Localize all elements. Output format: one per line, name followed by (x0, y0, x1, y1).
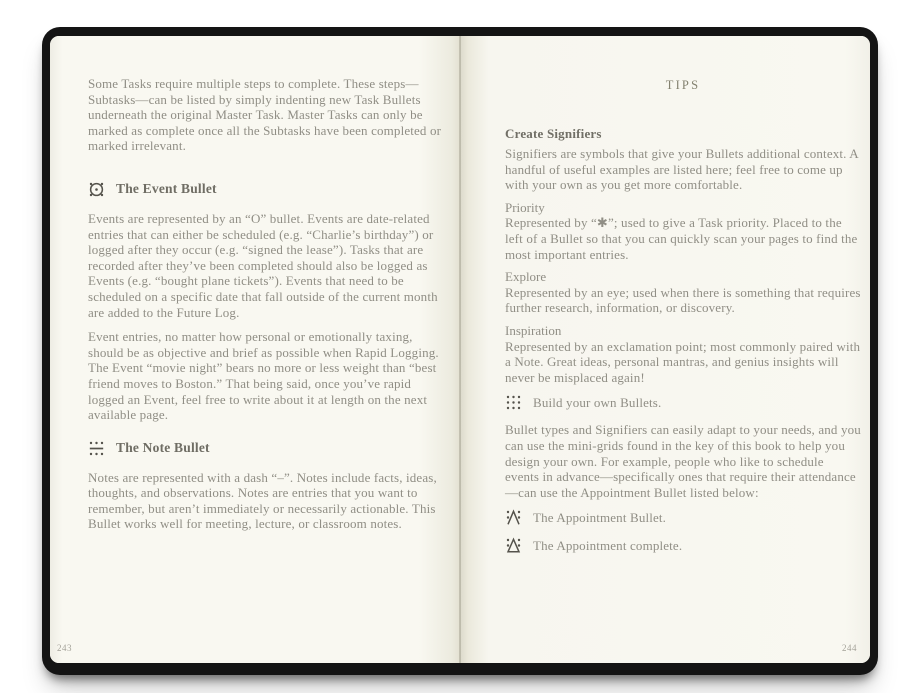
note-bullet-heading-row (88, 440, 444, 457)
build-your-own-label: Build your own Bullets. (533, 394, 662, 410)
signifier-inspiration-label: Inspiration (505, 322, 562, 338)
signifier-priority (505, 200, 861, 262)
appointment-bullet-row (505, 509, 861, 526)
tips-title: TIPS (665, 78, 701, 92)
event-paragraph-2: Event entries, no matter how personal or emotionally taxing, should be as objective and brief as possible when Rapid Logging. The Event “movie night” bears no more or less weight than “best friend moves to Boston.” That being said, once you’ve rapid logged an Event, feel free to write about it at length on the next available page. (88, 329, 439, 423)
appointment-complete-label: The Appointment complete. (533, 537, 683, 553)
notebook-cover (42, 27, 878, 675)
create-signifiers-heading: Create Signifiers (505, 126, 602, 141)
appointment-bullet-icon (505, 509, 522, 526)
subtasks-paragraph: Some Tasks require multiple steps to complete. These steps—Subtasks—can be listed by simply indenting new Task Bullets underneath the original Master Task. Master Tasks can only be marked as complete once all the Subtasks have been completed or marked irrelevant. (88, 76, 442, 154)
signifier-priority-description: Represented by “✱”; used to give a Task priority. Placed to the left of a Bullet so that you can quickly scan your pages to find the most important entries. (505, 215, 858, 262)
note-bullet-heading: The Note Bullet (116, 440, 210, 456)
page-number-right: 244 (842, 643, 857, 653)
left-page (50, 36, 460, 663)
build-your-own-row (505, 394, 861, 411)
note-paragraph: Notes are represented with a dash “–”. Notes include facts, ideas, thoughts, and observations. Notes are entries that you want to remember, but aren’t immediately or necessarily actionable. This Bullet works well for meeting, lecture, or classroom notes. (88, 469, 437, 532)
signifier-explore-label: Explore (505, 269, 547, 285)
signifier-inspiration (505, 323, 861, 385)
event-bullet-heading-row (88, 181, 444, 198)
appointment-complete-icon (505, 537, 522, 554)
note-bullet-icon (88, 440, 105, 457)
open-book-spread (50, 36, 870, 663)
signifier-priority-label: Priority (505, 199, 545, 215)
appointment-bullet-label: The Appointment Bullet. (533, 509, 667, 525)
dot-grid-icon (505, 394, 522, 411)
build-your-own-paragraph: Bullet types and Signifiers can easily adapt to your needs, and you can use the mini-grids found in the key of this book to help you design your own. For example, people who like to schedule events in advance—specifically ones that require their attendance—can use the Appointment Bullet listed below: (505, 422, 861, 500)
create-signifiers-paragraph: Signifiers are symbols that give your Bullets additional context. A handful of useful examples are listed here; feel free to come up with your own as you get more comfortable. (505, 146, 859, 193)
signifier-explore (505, 269, 861, 316)
event-bullet-heading: The Event Bullet (116, 181, 217, 197)
signifier-explore-description: Represented by an eye; used when there is something that requires further research, information, or discovery. (505, 284, 861, 316)
right-page (460, 36, 870, 663)
event-paragraph-1: Events are represented by an “O” bullet. Events are date-related entries that can either be scheduled (e.g. “Charlie’s birthday”) or logged after they occur (e.g. “signed the lease”). Tasks that are recorded after they’ve been completed should also be logged as Events (e.g. “bought plane tickets”). Events that need to be scheduled on a specific date that fall outside of the current month are added to the Future Log. (88, 210, 438, 320)
page-number-left: 243 (57, 643, 72, 653)
signifier-inspiration-description: Represented by an exclamation point; most commonly paired with a Note. Great ideas, personal mantras, and genius insights will never be misplaced again! (505, 338, 861, 385)
event-bullet-icon (88, 181, 105, 198)
appointment-complete-row (505, 537, 861, 554)
